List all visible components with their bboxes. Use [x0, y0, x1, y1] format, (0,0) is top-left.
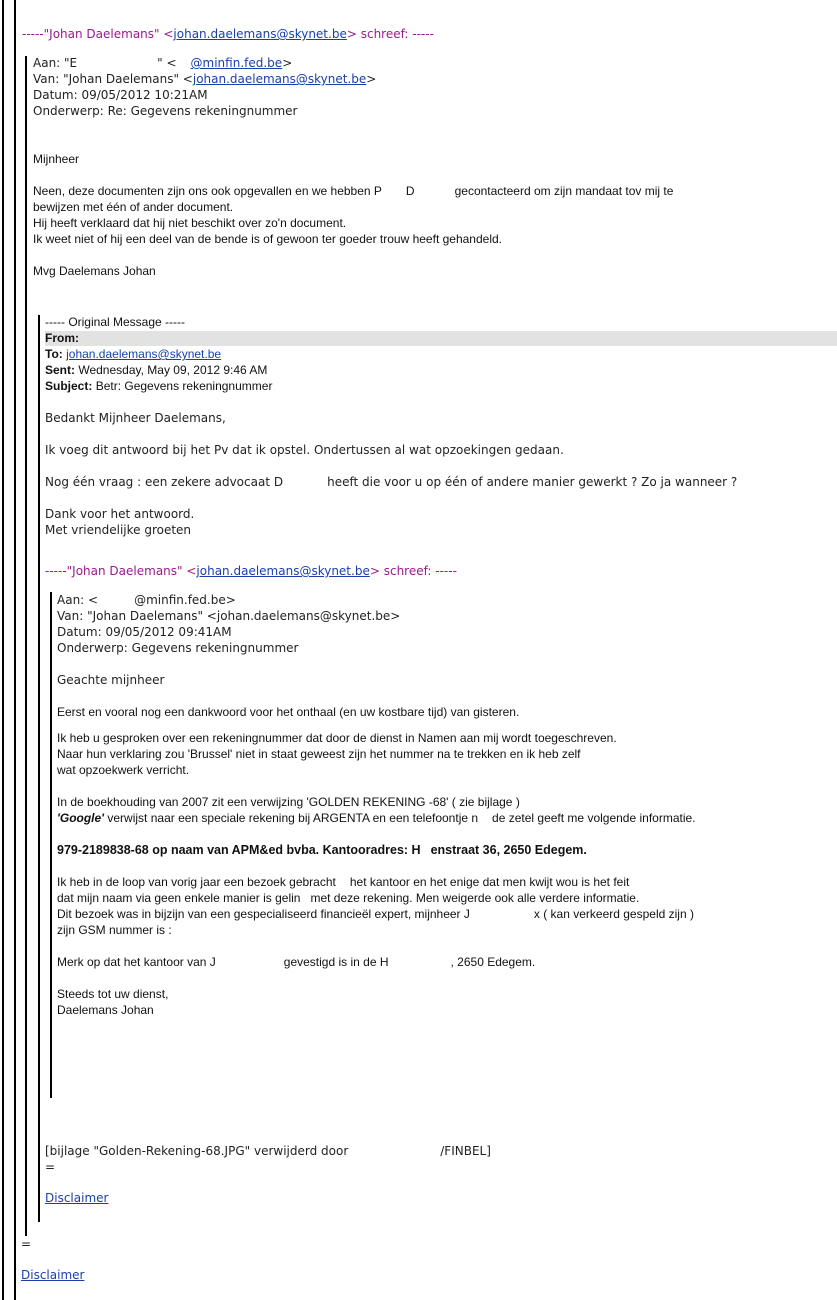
mail1-aan-email-link[interactable]: @minfin.fed.be — [190, 56, 283, 70]
inner-equals: = — [45, 1160, 56, 1174]
mail3-para1: Eerst en vooral nog een dankwoord voor het onthaal (en uw kostbare tijd) van gisteren. — [57, 705, 520, 719]
mail3-sign-line1: Steeds tot uw dienst, — [57, 987, 169, 1001]
mail2-original-message-label: ----- Original Message ----- — [45, 315, 186, 329]
outer-equals: = — [21, 1237, 32, 1251]
mail3-para2-line3: wat opzoekwerk verricht. — [57, 763, 190, 777]
quote-bar-mail2 — [38, 315, 40, 1222]
mail2-to-row: To: johan.daelemans@skynet.be — [45, 347, 222, 361]
outer-disclaimer-link[interactable]: Disclaimer — [21, 1268, 85, 1282]
mail2-line-dank: Dank voor het antwoord. — [45, 507, 195, 521]
mail3-para5-line2: dat mijn naam via geen enkele manier is gelin met deze rekening. Men weigerde ook alle verdere informatie. — [57, 891, 640, 905]
mail2-subject-row: Subject: Betr: Gegevens rekeningnummer — [45, 379, 273, 393]
mail3-para5-line1: Ik heb in de loop van vorig jaar een bezoek gebracht het kantoor en het enige dat men kwijt wou is het feit — [57, 875, 630, 889]
quote-bar-mail3 — [50, 592, 52, 1098]
mail1-signature: Mvg Daelemans Johan — [33, 264, 156, 278]
mail2-to-email-link[interactable]: johan.daelemans@skynet.be — [66, 347, 222, 361]
mail2-quote-header: -----"Johan Daelemans" <johan.daelemans@skynet.be> schreef: ----- — [45, 564, 457, 578]
mail3-aan: Aan: < @minfin.fed.be> — [57, 593, 236, 607]
attachment-removed-notice: [bijlage "Golden-Rekening-68.JPG" verwijderd door /FINBEL] — [45, 1144, 491, 1158]
mail2-header-email-link[interactable]: johan.daelemans@skynet.be — [196, 564, 370, 578]
mail2-sent-row: Sent: Wednesday, May 09, 2012 9:46 AM — [45, 363, 268, 377]
mail1-para1-cont: bewijzen met één of ander document. — [33, 200, 234, 214]
mail3-onderwerp: Onderwerp: Gegevens rekeningnummer — [57, 641, 299, 655]
mail3-para3-line1: In de boekhouding van 2007 zit een verwijzing 'GOLDEN REKENING -68' ( zie bijlage ) — [57, 795, 520, 809]
mail2-line-thanks: Bedankt Mijnheer Daelemans, — [45, 411, 226, 425]
outer-header-email-link[interactable]: johan.daelemans@skynet.be — [173, 27, 347, 41]
mail3-van: Van: "Johan Daelemans" <johan.daelemans@skynet.be> — [57, 609, 401, 623]
mail3-sign-line2: Daelemans Johan — [57, 1003, 154, 1017]
mail3-para2-line2: Naar hun verklaring zou 'Brussel' niet in staat geweest zijn het nummer na te trekken en ik heb zelf — [57, 747, 581, 761]
mail1-para3: Ik weet niet of hij een deel van de bende is of gewoon ter goeder trouw heeft gehandeld. — [33, 232, 502, 246]
mail3-para5-line4: zijn GSM nummer is : — [57, 923, 172, 937]
mail3-para3-line2: 'Google' verwijst naar een speciale rekening bij ARGENTA en een telefoontje n de zetel geeft me volgende informatie. — [57, 811, 696, 825]
mail1-datum: Datum: 09/05/2012 10:21AM — [33, 88, 208, 102]
mail1-greeting: Mijnheer — [33, 152, 80, 166]
mail1-aan: Aan: "E " < @minfin.fed.be> — [33, 56, 293, 70]
mail1-van: Van: "Johan Daelemans" <johan.daelemans@skynet.be> — [33, 72, 377, 86]
mail1-onderwerp: Onderwerp: Re: Gegevens rekeningnummer — [33, 104, 298, 118]
mail3-datum: Datum: 09/05/2012 09:41AM — [57, 625, 232, 639]
mail1-para1: Neen, deze documenten zijn ons ook opgevallen en we hebben P D gecontacteerd om zijn mandaat tov mij te — [33, 184, 674, 198]
mail1-para2: Hij heeft verklaard dat hij niet beschikt over zo'n document. — [33, 216, 347, 230]
mail1-van-email-link[interactable]: johan.daelemans@skynet.be — [192, 72, 367, 86]
quote-bar-outer-1 — [2, 0, 4, 1300]
mail3-para6: Merk op dat het kantoor van J gevestigd is in de H , 2650 Edegem. — [57, 955, 536, 969]
mail3-para2-line1: Ik heb u gesproken over een rekeningnummer dat door de dienst in Namen aan mij wordt toegeschreven. — [57, 731, 617, 745]
mail2-line-question: Nog één vraag : een zekere advocaat D heeft die voor u op één of andere manier gewerkt ? Zo ja wanneer ? — [45, 475, 738, 489]
mail2-line-groeten: Met vriendelijke groeten — [45, 523, 192, 537]
mail3-account-info: 979-2189838-68 op naam van APM&ed bvba. Kantooradres: H enstraat 36, 2650 Edegem. — [57, 843, 587, 857]
inner-disclaimer-link[interactable]: Disclaimer — [45, 1191, 109, 1205]
quote-bar-mail1 — [25, 56, 27, 1236]
quote-bar-outer-2 — [14, 0, 16, 1300]
mail2-from-row: From: — [45, 331, 837, 346]
mail2-line-pv: Ik voeg dit antwoord bij het Pv dat ik opstel. Ondertussen al wat opzoekingen gedaan. — [45, 443, 564, 457]
mail3-para5-line3: Dit bezoek was in bijzijn van een gespecialiseerd financieël expert, mijnheer J x ( kan verkeerd gespeld zijn ) — [57, 907, 694, 921]
mail3-greeting: Geachte mijnheer — [57, 673, 165, 687]
outer-quote-header: -----"Johan Daelemans" <johan.daelemans@skynet.be> schreef: ----- — [22, 27, 434, 41]
